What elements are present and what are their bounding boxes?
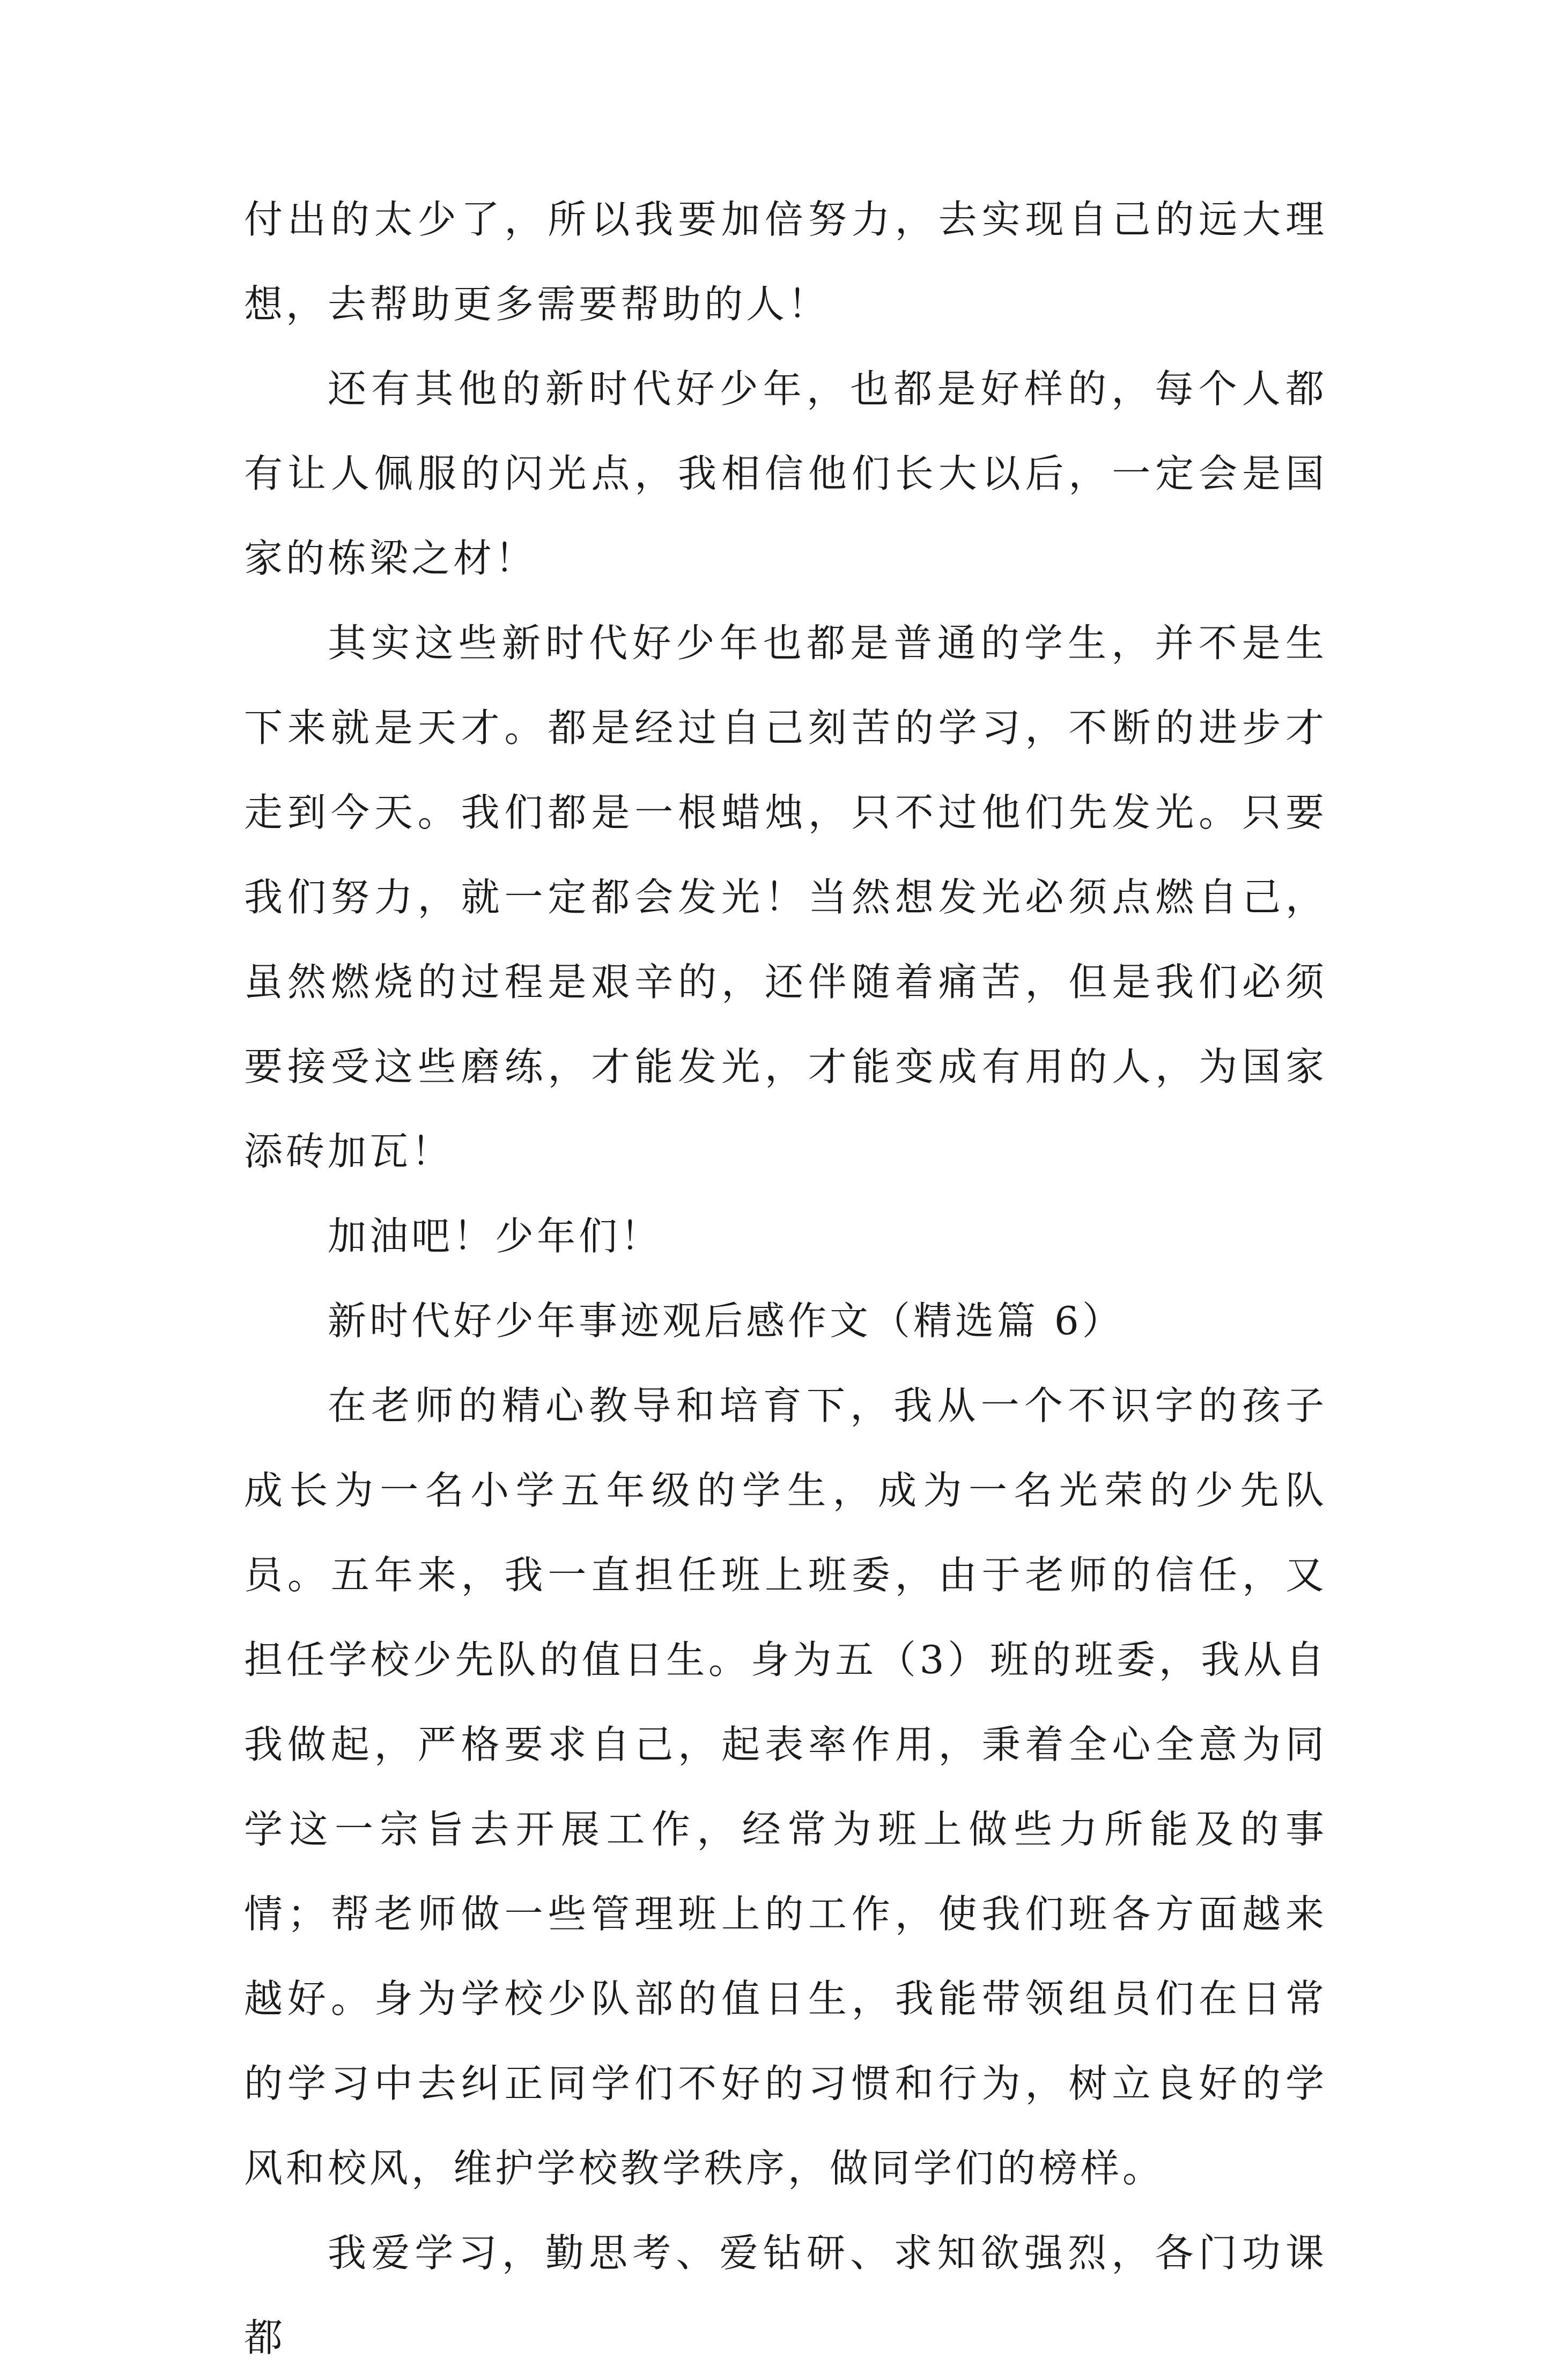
paragraph-4: 加油吧！少年们！ — [328, 1214, 663, 1259]
section-heading: 新时代好少年事迹观后感作文（精选篇 6） — [328, 1298, 1124, 1343]
paragraph-1: 付出的太少了，所以我要加倍努力，去实现自己的远大理想，去帮助更多需要帮助的人！ — [244, 197, 1327, 327]
paragraph-5: 在老师的精心教导和培育下，我从一个不识字的孩子成长为一名小学五年级的学生，成为一名光荣的少先队员。五年来，我一直担任班上班委，由于老师的信任，又担任学校少先队的值日生。身为五（3）班的班委，我从自我做起，严格要求自己，起表率作用，秉着全心全意为同学这一宗旨去开展工作，经常为班上做些力所能及的事情；帮老师做一些管理班上的工作，使我们班各方面越来越好。身为学校少队部的值日生，我能带领组员们在日常的学习中去纠正同学们不好的习惯和行为，树立良好的学风和校风，维护学校教学秩序，做同学们的榜样。 — [244, 1383, 1327, 2191]
paragraph-2: 还有其他的新时代好少年，也都是好样的，每个人都有让人佩服的闪光点，我相信他们长大以后，一定会是国家的栋梁之材！ — [244, 366, 1327, 581]
document-body — [244, 177, 1327, 2380]
paragraph-3: 其实这些新时代好少年也都是普通的学生，并不是生下来就是天才。都是经过自己刻苦的学习，不断的进步才走到今天。我们都是一根蜡烛，只不过他们先发光。只要我们努力，就一定都会发光！当然想发光必须点燃自己，虽然燃烧的过程是艰辛的，还伴随着痛苦，但是我们必须要接受这些磨练，才能发光，才能变成有用的人，为国家添砖加瓦！ — [244, 620, 1327, 1174]
paragraph-6: 我爱学习，勤思考、爱钻研、求知欲强烈，各门功课都 — [244, 2230, 1327, 2360]
